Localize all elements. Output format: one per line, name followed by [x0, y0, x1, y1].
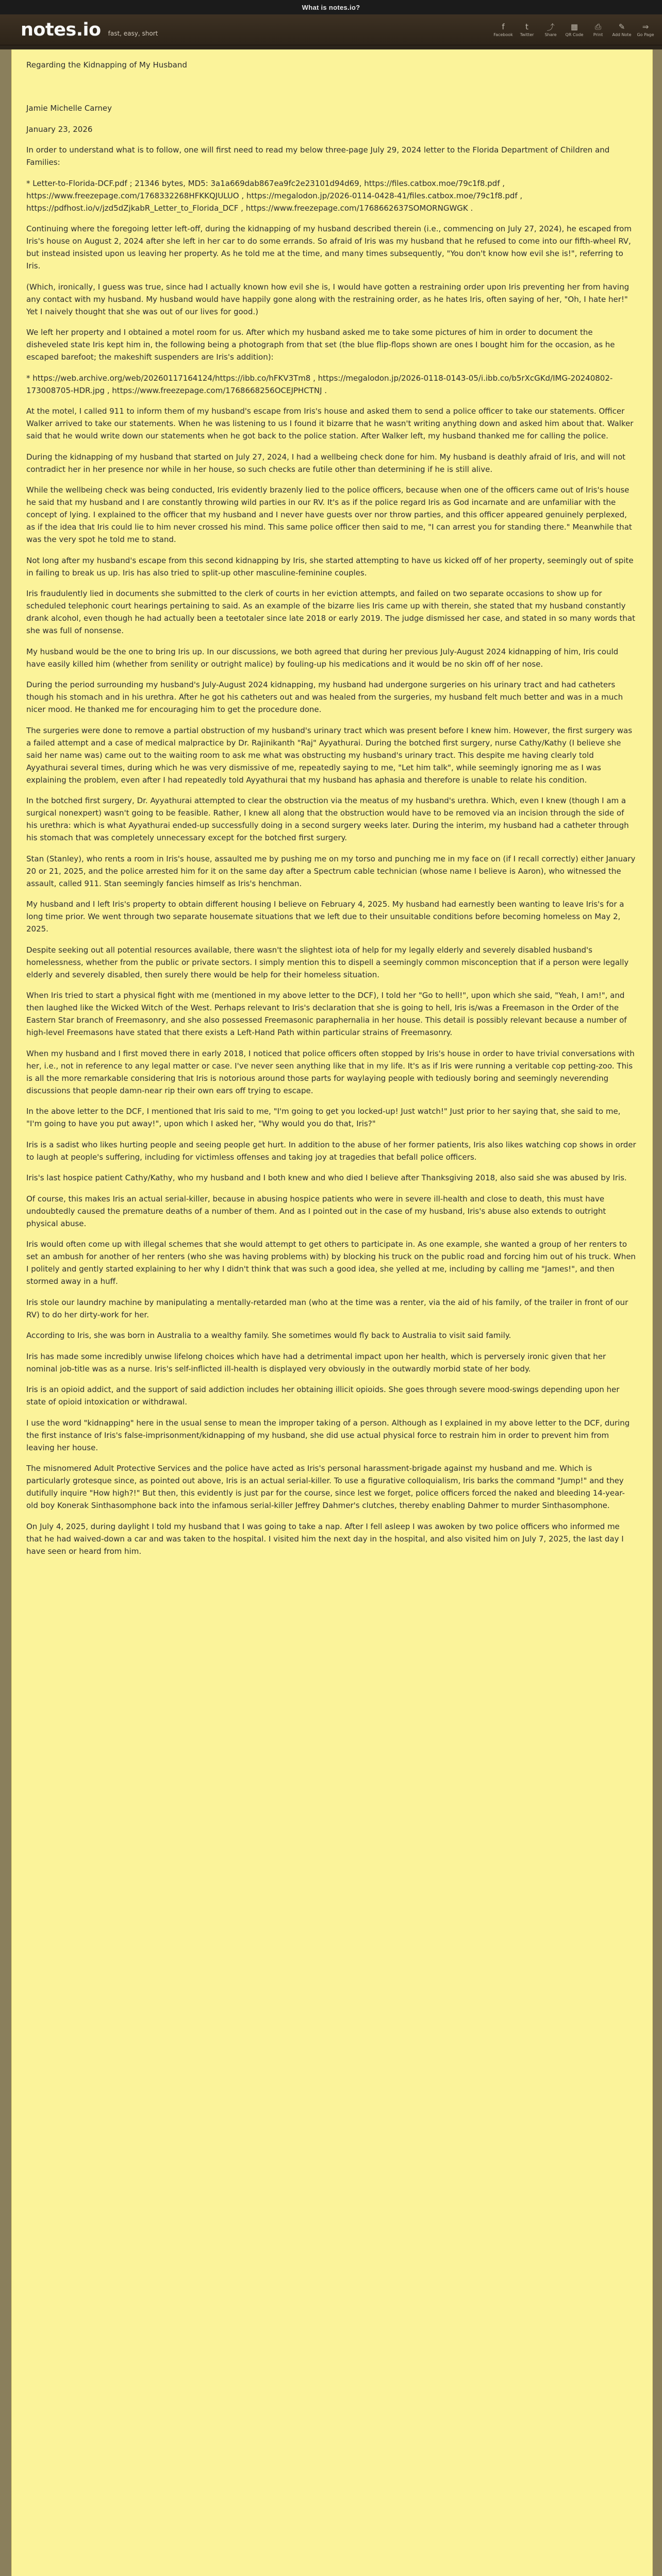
- note-paragraph: January 23, 2026: [26, 124, 93, 134]
- note-paragraph: When Iris tried to start a physical fight with me (mentioned in my above letter to the DCF), I told her "Go to hell!", upon which she said, "Yeah, I am!", and then laughed like the Wicked Witch of the West. Perhaps relevant to Iris's declaration that she is going to hell, Iris is/was a Freemason in the Order of the Eastern Star branch of Freemasonry, and she also possessed Freemasonic paraphernalia in her house. This detail is possibly relevant because a number of high-level Freemasons have stated that there exists a Left-Hand Path within particular strains of Freemasonry.: [26, 991, 630, 1037]
- site-logo[interactable]: notes.io: [21, 19, 101, 40]
- note-paragraph: During the kidnapping of my husband that started on July 27, 2024, I had a wellbeing check done for him. My husband is deathly afraid of Iris, and will not contradict her in her presence nor while in her house, so such checks are futile other than determining if he is still alive.: [26, 452, 628, 474]
- note-paragraph: Continuing where the foregoing letter left-off, during the kidnapping of my husband described therein (i.e., commencing on July 27, 2024), he escaped from Iris's house on August 2, 2024 after she left in her car to do some errands. So afraid of Iris was my husband that he refused to come into our fifth-wheel RV, but instead insisted upon us leaving her property. As he told me at the time, and many times subsequently, "You don't know how evil she is!", referring to Iris.: [26, 224, 634, 270]
- note-paragraph: On July 4, 2025, during daylight I told my husband that I was going to take a nap. After I fell asleep I was awoken by two police officers who informed me that he had waived-down a car and was taken to the hospital. I visited him the next day in the hospital, and also visited him on July 7, 2025, the last day I have seen or heard from him.: [26, 1521, 626, 1556]
- toolbar-button-add-note[interactable]: [611, 22, 632, 37]
- note-paragraph: Stan (Stanley), who rents a room in Iris's house, assaulted me by pushing me on my torso and punching me in my face on (if I recall correctly) either January 20 or 21, 2025, and the police arrested him for it on the same day after a Spectrum cable technician (whose name I believe is Aaron), who witnessed the assault, called 911. Stan seemingly fancies himself as Iris's henchman.: [26, 854, 638, 888]
- toolbar-button-label: QR Code: [565, 32, 584, 37]
- note-paragraph: While the wellbeing check was being conducted, Iris evidently brazenly lied to the police officers, because when one of the officers came out of Iris's house he said that my husband and I are constantly throwing wild parties in our RV. It's as if the police regard Iris as God incarnate and are unfamiliar with the concept of lying. I explained to the officer that my husband and I never have guests over nor throw parties, and this officer appeared genuinely perplexed, as if the idea that Iris could lie to him never crossed his mind. This same police officer then said to me, "I can arrest you for standing there." Meanwhile that was the very spot he told me to stand.: [26, 485, 635, 544]
- note-paragraph: At the motel, I called 911 to inform them of my husband's escape from Iris's house and asked them to send a police officer to take our statements. Officer Walker arrived to take our statements. When he was listening to us I found it bizarre that he wasn't writing anything down and asked him about that. Walker said that he would write down our statements when he got back to the police station. After Walker left, my husband thanked me for calling the police.: [26, 406, 636, 440]
- toolbar: [493, 22, 656, 37]
- note-paragraph: The misnomered Adult Protective Services and the police have acted as Iris's personal harassment-brigade against my husband and me. Which is particularly grotesque since, as pointed out above, Iris is an actual serial-killer. To use a figurative colloquialism, Iris barks the command "Jump!" and they dutifully inquire "How high?!" But then, this evidently is just par for the course, since lest we forget, police officers forced the naked and bleeding 14-year-old boy Konerak Sinthasomphone back into the infamous serial-killer Jeffrey Dahmer's clutches, thereby enabling Dahmer to murder Sinthasomphone.: [26, 1464, 626, 1510]
- note-paragraph: Iris stole our laundry machine by manipulating a mentally-retarded man (who at the time was a renter, via the aid of his family, of the trailer in front of our RV) to do her dirty-work for her.: [26, 1297, 631, 1319]
- note-paragraph: We left her property and I obtained a motel room for us. After which my husband asked me to take some pictures of him in order to document the disheveled state Iris kept him in, the following being a photograph from that set (the blue flip-flops shown are ones I bought him for the occasion, as he escaped barefoot; the makeshift suspenders are Iris's addition):: [26, 328, 618, 362]
- note-paragraph: During the period surrounding my husband's July-August 2024 kidnapping, my husband had undergone surgeries on his urinary tract and had catheters though his stomach and in his urethra. After he got his catheters out and was healed from the surgeries, my husband felt much better and was in a much nicer mood. He thanked me for encouraging him to get the procedure done.: [26, 680, 625, 714]
- add-note-icon: ✎: [618, 22, 625, 31]
- toolbar-button-label: Twitter: [520, 32, 534, 37]
- note-paragraph: The surgeries were done to remove a partial obstruction of my husband's urinary tract which was present before I knew him. However, the first surgery was a failed attempt and a case of medical malpractice by Dr. Rajinikanth "Raj" Ayyathurai. During the botched first surgery, nurse Cathy/Kathy (I believe she said her name was) came out to the waiting room to ask me what was obstructing my husband's urinary tract. This despite me having clearly told Ayyathurai several times, during which he was very dismissive of me, repeatedly saying to me, "Let him talk", while seemingly ignoring me as I was explaining the problem, even after I had repeatedly told Ayyathurai that my husband has aphasia and therefore is unable to relate his condition.: [26, 725, 635, 785]
- toolbar-button-label: Facebook: [493, 32, 513, 37]
- note-paragraph: Of course, this makes Iris an actual serial-killer, because in abusing hospice patients who were in severe ill-health and close to death, this must have undoubtedly caused the premature deaths of a number of them. And as I pointed out in the case of my husband, Iris's abuse also extends to outright physical abuse.: [26, 1194, 609, 1228]
- note-paragraph: My husband and I left Iris's property to obtain different housing I believe on February 4, 2025. My husband had earnestly been wanting to leave Iris's for a long time prior. We went through two separate housemate situations that we left due to their unsuitable conditions before becoming homeless on May 2, 2025.: [26, 900, 627, 934]
- note-paragraph: Not long after my husband's escape from this second kidnapping by Iris, she started attempting to have us kicked off of her property, seemingly out of spite in failing to break us up. Iris has also tried to split-up other masculine-feminine couples.: [26, 555, 636, 578]
- toolbar-button-label: Go Page: [637, 32, 654, 37]
- toolbar-button-go-page[interactable]: [635, 22, 656, 37]
- note-paragraph: My husband would be the one to bring Iris up. In our discussions, we both agreed that during her previous July-August 2024 kidnapping of him, Iris could have easily killed him (whether from senility or outright malice) by fouling-up his medications and it would be no skin off of her nose.: [26, 647, 621, 669]
- share-icon: ⤴: [547, 22, 555, 32]
- toolbar-button-qr-code[interactable]: [564, 22, 585, 37]
- toolbar-button-print[interactable]: [588, 22, 608, 37]
- note-paragraph: When my husband and I first moved there in early 2018, I noticed that police officers often stopped by Iris's house in order to have trivial conversations with her, i.e., not in reference to any legal matter or case. I've never seen anything like that in my life. It's as if Iris were running a veritable cop petting-zoo. This is all the more remarkable considering that Iris is notorious around those parts for waylaying people with tediously boring and seemingly neverending discussions that people damn-near rip their own ears off trying to escape.: [26, 1048, 637, 1095]
- note-paragraph: * https://web.archive.org/web/20260117164124/https://ibb.co/hFKV3Tm8 , https://megalodon.jp/2026-0118-0143-05/i.ibb.co/b5rXcGKd/IMG-20240802-173008705-HDR.jpg , https://www.freezepage.com/1768668256OCEJPHCTNJ .: [26, 373, 613, 395]
- top-banner[interactable]: [0, 0, 662, 14]
- note-paragraph: According to Iris, she was born in Australia to a wealthy family. She sometimes would fly back to Australia to visit said family.: [26, 1331, 511, 1340]
- toolbar-button-label: Print: [593, 32, 603, 37]
- site-header: [0, 14, 662, 45]
- note-paragraph: In the above letter to the DCF, I mentioned that Iris said to me, "I'm going to get you locked-up! Just watch!" Just prior to her saying that, she said to me, "I'm going to have you put away!", upon which I asked her, "Why would you do that, Iris?": [26, 1107, 623, 1128]
- qr-code-icon: ▦: [570, 22, 578, 31]
- note-paragraph: Iris has made some incredibly unwise lifelong choices which have had a detrimental impact upon her health, which is perversely ironic given that her nominal job-title was as a nurse. Iris's self-inflicted ill-health is displayed very obviously in the outwardly morbid state of her body.: [26, 1351, 608, 1374]
- note-paragraph: In the botched first surgery, Dr. Ayyathurai attempted to clear the obstruction via the meatus of my husband's urethra. Which, even I knew (though I am a surgical nonexpert) wasn't going to be feasible. Rather, I knew all along that the obstruction would have to be removed via an incision through the side of his urethra: which is what Ayyathurai ended-up successfully doing in a second surgery weeks later. During the interim, my husband had a catheter through his stomach that was completely unnecessary except for the botched first surgery.: [26, 796, 632, 842]
- note-paragraph: Iris fraudulently lied in documents she submitted to the clerk of courts in her eviction attempts, and failed on two separate occasions to show up for scheduled telephonic court hearings pertaining to said. As an example of the bizarre lies Iris came up with therein, she stated that my husband constantly drank alcohol, even though he had actually been a teetotaler since late 2018 or early 2019. The judge dismissed her case, and stated in so many words that she was full of nonsense.: [26, 589, 638, 635]
- note-body: [11, 49, 653, 2576]
- header-divider: [0, 45, 662, 49]
- brand: [21, 20, 158, 40]
- note-paragraph: In order to understand what is to follow, one will first need to read my below three-page July 29, 2024 letter to the Florida Department of Children and Families:: [26, 145, 613, 167]
- note-paragraph: Iris would often come up with illegal schemes that she would attempt to get others to participate in. As one example, she wanted a group of her renters to set an ambush for another of her renters (who she was having problems with) by blocking his truck on the public road and forcing him out of his truck. When I politely and gently started explaining to her why I didn't think that was such a good idea, she yelled at me, including by calling me "James!", and then stormed away in a huff.: [26, 1240, 638, 1286]
- note-paragraph: Jamie Michelle Carney: [26, 104, 112, 113]
- note-heading: Regarding the Kidnapping of My Husband: [26, 60, 187, 70]
- toolbar-button-label: Share: [544, 32, 557, 37]
- go-page-icon: ⇒: [642, 22, 649, 31]
- toolbar-button-label: Add Note: [612, 32, 632, 37]
- note-paragraph: I use the word "kidnapping" here in the usual sense to mean the improper taking of a person. Although as I explained in my above letter to the DCF, during the first instance of Iris's false-imprisonment/kidnapping of my husband, she did use actual physical force to restrain him in order to prevent him from leaving her house.: [26, 1418, 633, 1452]
- note-paragraph: Iris is an opioid addict, and the support of said addiction includes her obtaining illicit opioids. She goes through severe mood-swings depending upon her state of opioid intoxication or withdrawal.: [26, 1385, 622, 1406]
- note-paragraph: Iris's last hospice patient Cathy/Kathy, who my husband and I both knew and who died I believe after Thanksgiving 2018, also said she was abused by Iris.: [26, 1173, 627, 1182]
- note-paragraph: (Which, ironically, I guess was true, since had I actually known how evil she is, I would have gotten a restraining order upon Iris preventing her from having any contact with my husband. My husband would have happily gone along with the restraining order, as he hates Iris, often saying of her, "Oh, I hate her!" Yet I naively thought that she was out of our lives for good.): [26, 282, 632, 316]
- toolbar-button-facebook[interactable]: [493, 22, 514, 37]
- facebook-icon: f: [502, 22, 505, 31]
- print-icon: ⎙: [594, 22, 601, 31]
- toolbar-button-twitter[interactable]: [517, 22, 537, 37]
- banner-title[interactable]: What is notes.io?: [302, 3, 360, 11]
- note-paragraph: Iris is a sadist who likes hurting people and seeing people get hurt. In addition to the abuse of her former patients, Iris also likes watching cop shows in order to laugh at people's suffering, including for victimless offenses and taking joy at tragedies that befall police officers.: [26, 1140, 639, 1162]
- note-paragraph: * Letter-to-Florida-DCF.pdf ; 21346 bytes, MD5: 3a1a669dab867ea9fc2e23101d94d69, https://files.catbox.moe/79c1f8.pdf , https://www.freezepage.com/1768332268HFKKQJULUO , https://megalodon.jp/2026-0114-0428-41/files.catbox.moe/79c1f8.pdf , https://pdfhost.io/v/jzd5dZjkabR_Letter_to_Florida_DCF , https://www.freezepage.com/1768662637SOMORNGWGK .: [26, 178, 525, 213]
- twitter-icon: t: [525, 22, 528, 31]
- site-tagline: fast, easy, short: [108, 29, 158, 37]
- toolbar-button-share[interactable]: [540, 22, 561, 37]
- note-paragraph: Despite seeking out all potential resources available, there wasn't the slightest iota of help for my legally elderly and severely disabled husband's homelessness, whether from the public or private sectors. I simply mention this to dispell a seemingly common misconception that if a person were legally elderly and severely disabled, then surely there would be help for their homeless situation.: [26, 945, 632, 979]
